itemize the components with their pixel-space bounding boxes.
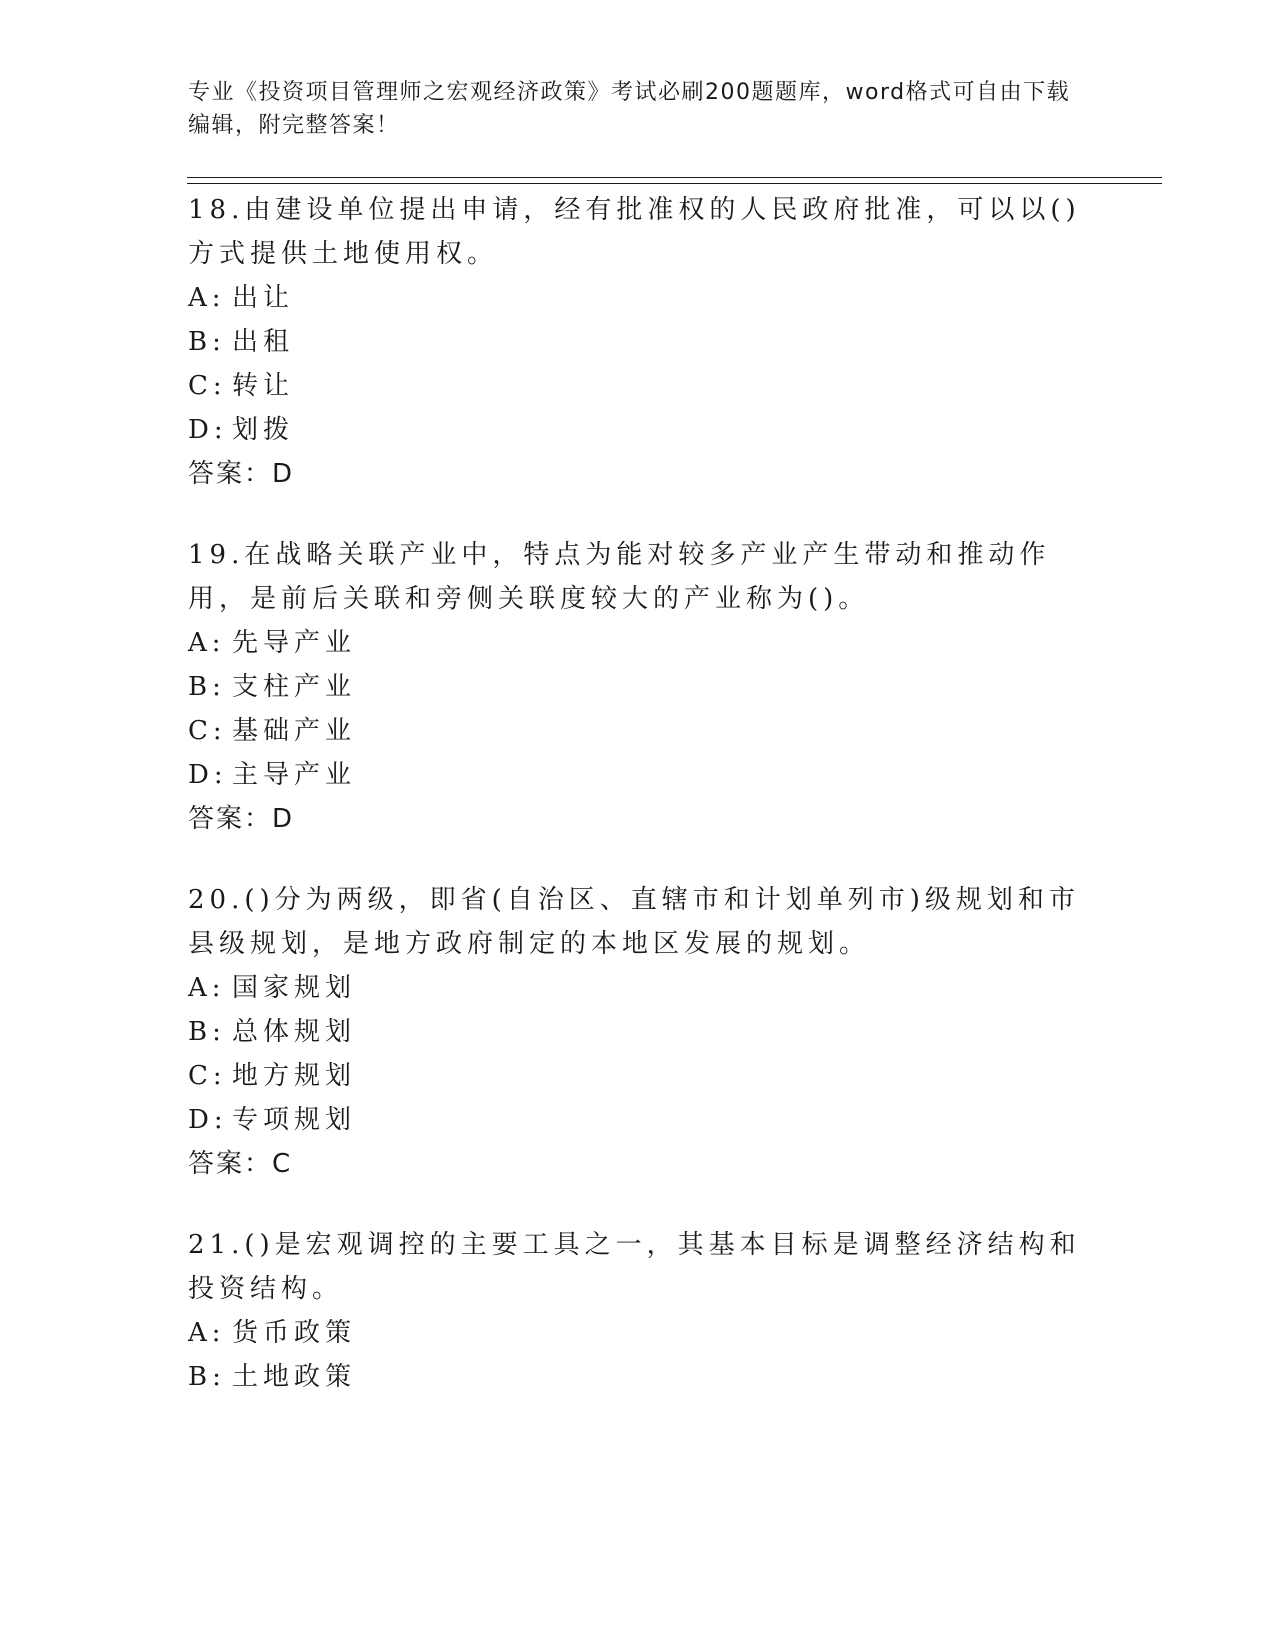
document-header: 专业《投资项目管理师之宏观经济政策》考试必刷200题题库，word格式可自由下载编辑，附完整答案！ [188,80,1071,138]
option-text: 划拨 [232,415,295,445]
header-divider-bottom [187,183,1162,184]
option-letter: D: [188,760,228,790]
question-21 [188,1223,1088,1399]
question-stem: 19.在战略关联产业中，特点为能对较多产业产生带动和推动作用，是前后关联和旁侧关联度较大的产业称为()。 [188,540,1051,614]
option-letter: B: [188,1362,226,1392]
answer-line: 答案：D [188,804,295,834]
option-a [188,276,1088,320]
option-b [188,1355,1088,1399]
option-text: 土地政策 [232,1362,357,1392]
answer-line: 答案：C [188,1149,293,1179]
question-stem: 20.()分为两级，即省(自治区、直辖市和计划单列市)级规划和市县级规划，是地方政府制定的本地区发展的规划。 [188,885,1080,959]
option-d [188,1098,1088,1142]
option-letter: C: [188,716,227,746]
option-d [188,408,1088,452]
option-b [188,665,1088,709]
option-text: 转让 [232,371,295,401]
option-a [188,966,1088,1010]
option-text: 总体规划 [232,1017,357,1047]
option-a [188,1311,1088,1355]
question-20 [188,878,1088,1186]
option-letter: C: [188,1061,227,1091]
option-b [188,320,1088,364]
option-letter: D: [188,1105,228,1135]
option-d [188,753,1088,797]
option-text: 专项规划 [232,1105,357,1135]
option-b [188,1010,1088,1054]
option-c [188,1054,1088,1098]
option-text: 基础产业 [232,716,357,746]
option-text: 主导产业 [232,760,357,790]
option-text: 货币政策 [232,1318,357,1348]
question-stem: 18.由建设单位提出申请，经有批准权的人民政府批准，可以以()方式提供土地使用权。 [188,195,1081,269]
question-19 [188,533,1088,841]
option-letter: A: [188,1318,226,1348]
option-a [188,621,1088,665]
question-stem: 21.()是宏观调控的主要工具之一，其基本目标是调整经济结构和投资结构。 [188,1230,1081,1304]
option-letter: B: [188,327,226,357]
option-text: 出让 [232,283,295,313]
option-letter: A: [188,283,226,313]
option-c [188,364,1088,408]
option-letter: B: [188,1017,226,1047]
question-18 [188,188,1088,496]
option-letter: C: [188,371,227,401]
option-text: 出租 [232,327,295,357]
option-c [188,709,1088,753]
question-list [188,188,1088,1436]
option-letter: B: [188,672,226,702]
option-text: 地方规划 [232,1061,357,1091]
option-text: 支柱产业 [232,672,357,702]
option-text: 先导产业 [232,628,357,658]
option-letter: D: [188,415,228,445]
option-text: 国家规划 [232,973,357,1003]
answer-line: 答案：D [188,459,295,489]
option-letter: A: [188,973,226,1003]
header-divider-top [187,177,1162,178]
option-letter: A: [188,628,226,658]
